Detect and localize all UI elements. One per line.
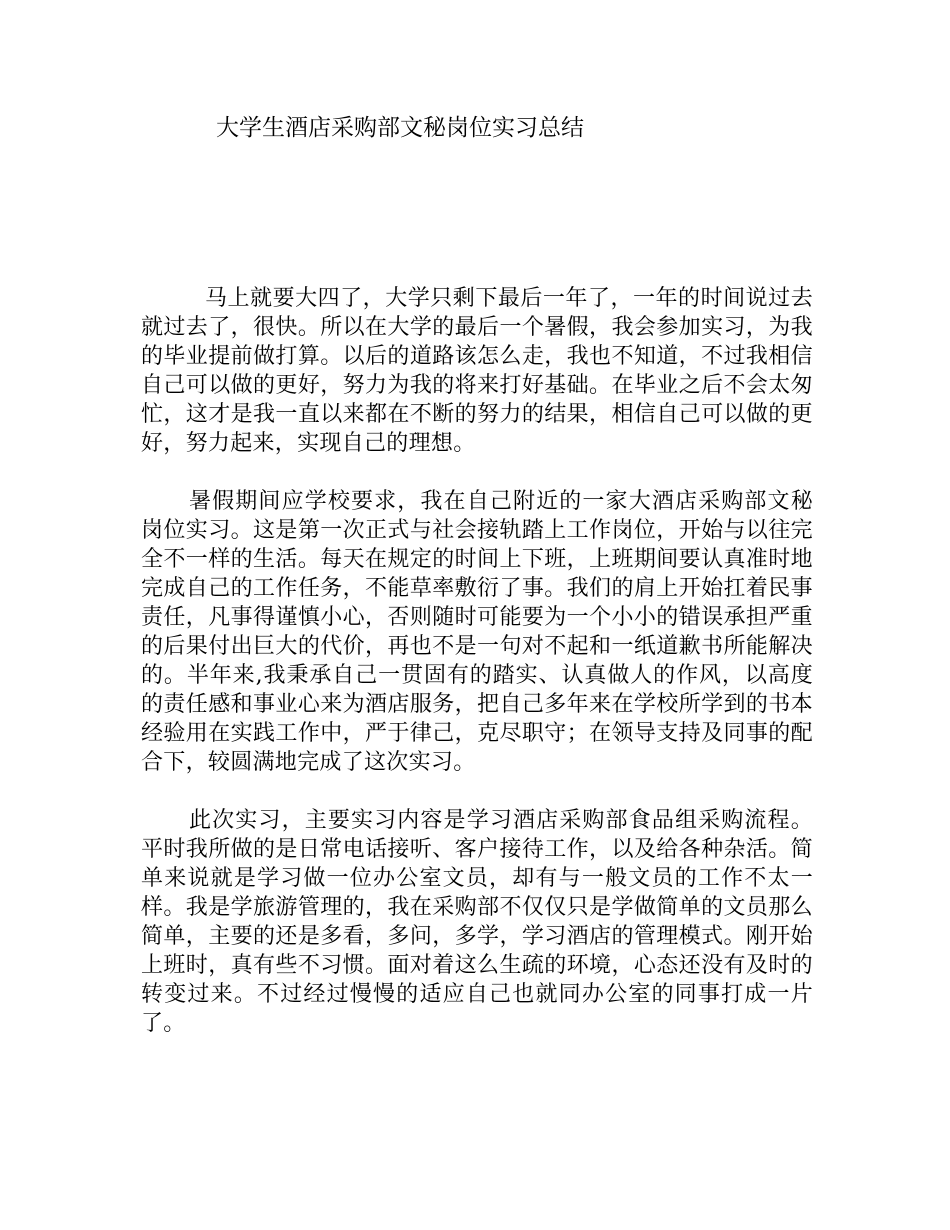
paragraph-internship-overview: 暑假期间应学校要求，我在自己附近的一家大酒店采购部文秘岗位实习。这是第一次正式与社会接轨踏上工作岗位，开始与以往完全不一样的生活。每天在规定的时间上下班，上班期间要认真准时地完成自己的工作任务，不能草率敷衍了事。我们的肩上开始扛着民事责任，凡事得谨慎小心，否则随时可能要为一个小小的错误承担严重的后果付出巨大的代价，再也不是一句对不起和一纸道歉书所能解决的。半年来,我秉承自己一贯固有的踏实、认真做人的作风，以高度的责任感和事业心来为酒店服务，把自己多年来在学校所学到的书本经验用在实践工作中，严于律己，克尽职守；在领导支持及同事的配合下，较圆满地完成了这次实习。 xyxy=(141,489,813,775)
paragraph-internship-content: 此次实习，主要实习内容是学习酒店采购部食品组采购流程。平时我所做的是日常电话接听、客户接待工作，以及给各种杂活。简单来说就是学习做一位办公室文员，却有与一般文员的工作不太一样。我是学旅游管理的，我在采购部不仅仅只是学做简单的文员那么简单，主要的还是多看，多问，多学，学习酒店的管理模式。刚开始上班时，真有些不习惯。面对着这么生疏的环境，心态还没有及时的转变过来。不过经过慢慢的适应自己也就同办公室的同事打成一片了。 xyxy=(141,808,813,1036)
document-body xyxy=(141,284,813,1067)
document-title: 大学生酒店采购部文秘岗位实习总结 xyxy=(216,115,584,141)
paragraph-intro: 马上就要大四了，大学只剩下最后一年了，一年的时间说过去就过去了，很快。所以在大学的最后一个暑假，我会参加实习，为我的毕业提前做打算。以后的道路该怎么走，我也不知道，不过我相信自己可以做的更好，努力为我的将来打好基础。在毕业之后不会太匆忙，这才是我一直以来都在不断的努力的结果，相信自己可以做的更好，努力起来，实现自己的理想。 xyxy=(141,286,813,456)
